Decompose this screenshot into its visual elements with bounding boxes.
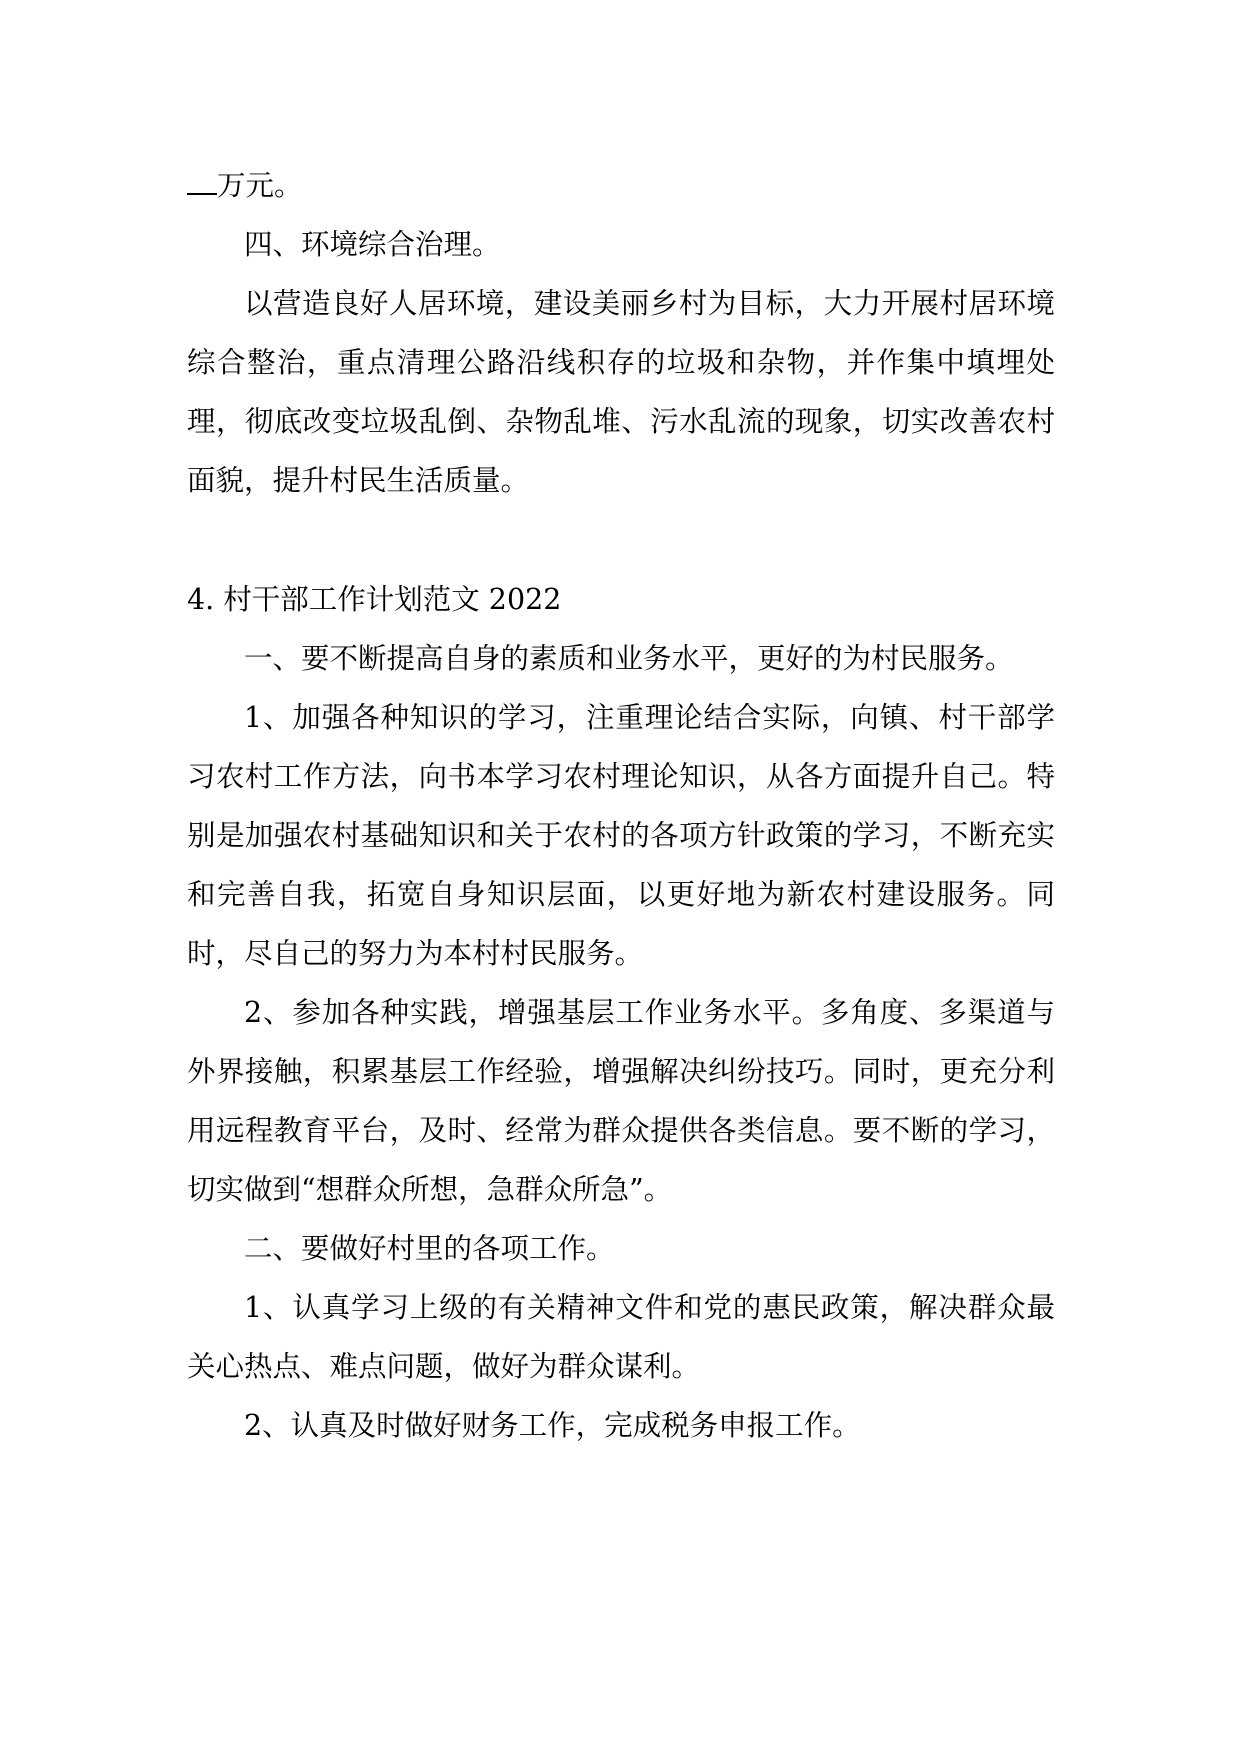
paragraph-practice: 2、参加各种实践，增强基层工作业务水平。多角度、多渠道与外界接触，积累基层工作经验，增强解决纠纷技巧。同时，更充分利用远程教育平台，及时、经常为群众提供各类信息。要不断的学习，切实做到“想群众所想，急群众所急”。 — [187, 996, 1055, 1206]
paragraph-environment-governance: 以营造良好人居环境，建设美丽乡村为目标，大力开展村居环境综合整治，重点清理公路沿线积存的垃圾和杂物，并作集中填埋处理，彻底改变垃圾乱倒、杂物乱堆、污水乱流的现象，切实改善农村面貌，提升村民生活质量。 — [187, 287, 1055, 497]
document-body — [187, 156, 1055, 1455]
section-heading-improve-quality: 一、要不断提高自身的素质和业务水平，更好的为村民服务。 — [244, 642, 1014, 675]
paragraph-study-policies: 1、认真学习上级的有关精神文件和党的惠民政策，解决群众最关心热点、难点问题，做好为群众谋利。 — [187, 1291, 1055, 1383]
section-heading-village-work: 二、要做好村里的各项工作。 — [244, 1232, 615, 1265]
paragraph-amount-continuation — [187, 156, 1055, 215]
article-title: 4. 村干部工作计划范文 2022 — [187, 583, 562, 616]
paragraph-study-knowledge: 1、加强各种知识的学习，注重理论结合实际，向镇、村干部学习农村工作方法，向书本学习农村理论知识，从各方面提升自己。特别是加强农村基础知识和关于农村的各项方针政策的学习，不断充实和完善自我，拓宽自身知识层面，以更好地为新农村建设服务。同时，尽自己的努力为本村村民服务。 — [187, 701, 1055, 970]
section-heading-environment: 四、环境综合治理。 — [244, 228, 501, 261]
paragraph-text: 万元。 — [217, 169, 303, 202]
paragraph-finance-work: 2、认真及时做好财务工作，完成税务申报工作。 — [244, 1409, 861, 1442]
fill-in-blank — [187, 171, 217, 195]
